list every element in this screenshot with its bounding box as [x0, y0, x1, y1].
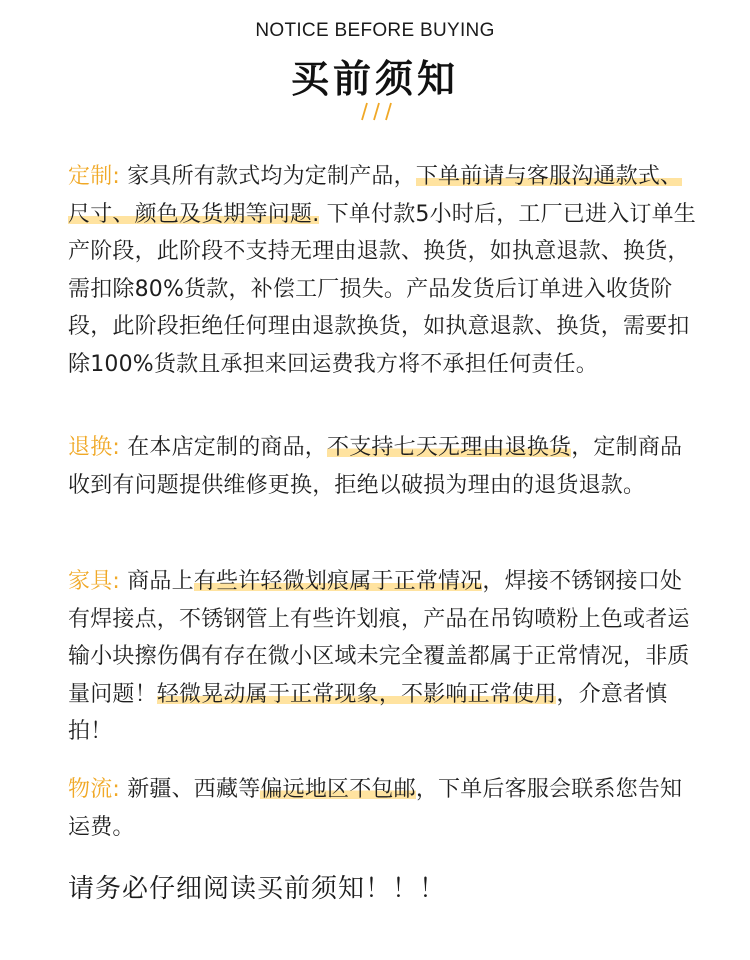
- section-label: 物流:: [68, 777, 121, 802]
- section-logistics: [68, 771, 698, 846]
- page-title: 买前须知: [290, 57, 459, 101]
- section-text: 商品上: [120, 569, 194, 594]
- section-return: [68, 429, 698, 504]
- highlighted-text: 有些许轻微划痕属于正常情况: [193, 569, 483, 594]
- title-english: NOTICE BEFORE BUYING: [255, 20, 495, 41]
- highlighted-text: 不支持七天无理由退换货: [327, 435, 572, 460]
- section-label: 退换:: [68, 435, 121, 460]
- section-text: ，下单后客服会联系您告知运费。: [68, 777, 683, 840]
- footer-reminder: 请务必仔细阅读买前须知！！！: [68, 874, 447, 904]
- highlighted-text: 偏远地区不包邮: [260, 777, 416, 802]
- section-text: 家具所有款式均为定制产品，: [120, 164, 416, 189]
- section-label: 家具:: [68, 569, 121, 594]
- highlighted-text: 下单前请与客服沟通款式、尺寸、颜色及货期等问题.: [68, 164, 683, 227]
- section-text: 在本店定制的商品，: [120, 435, 328, 460]
- section-text: 下单付款5小时后，工厂已进入订单生产阶段，此阶段不支持无理由退款、换货，如执意退款、换货，需扣除80%货款，补偿工厂损失。产品发货后订单进入收货阶段，此阶段拒绝任何理由退款换货，如执意退款、换货，需要扣除100%货款且承担来回运费我方将不承担任何责任。: [68, 201, 696, 377]
- section-custom: [68, 158, 698, 383]
- section-label: 定制:: [68, 164, 121, 189]
- slash-decoration-icon: [356, 100, 396, 122]
- section-furniture: [68, 563, 698, 751]
- section-text: ，焊接不锈钢接口处有焊接点，不锈钢管上有些许划痕，产品在吊钩喷粉上色或者运输小块擦伤偶有存在微小区域未完全覆盖都属于正常情况，非质量问题！: [68, 569, 690, 707]
- highlighted-text: 轻微晃动属于正常现象，不影响正常使用: [156, 681, 557, 707]
- section-text: ，定制商品收到有问题提供维修更换，拒绝以破损为理由的退货退款。: [68, 435, 683, 498]
- section-text: 新疆、西藏等: [120, 777, 261, 802]
- section-text: ，介意者慎拍！: [68, 681, 668, 744]
